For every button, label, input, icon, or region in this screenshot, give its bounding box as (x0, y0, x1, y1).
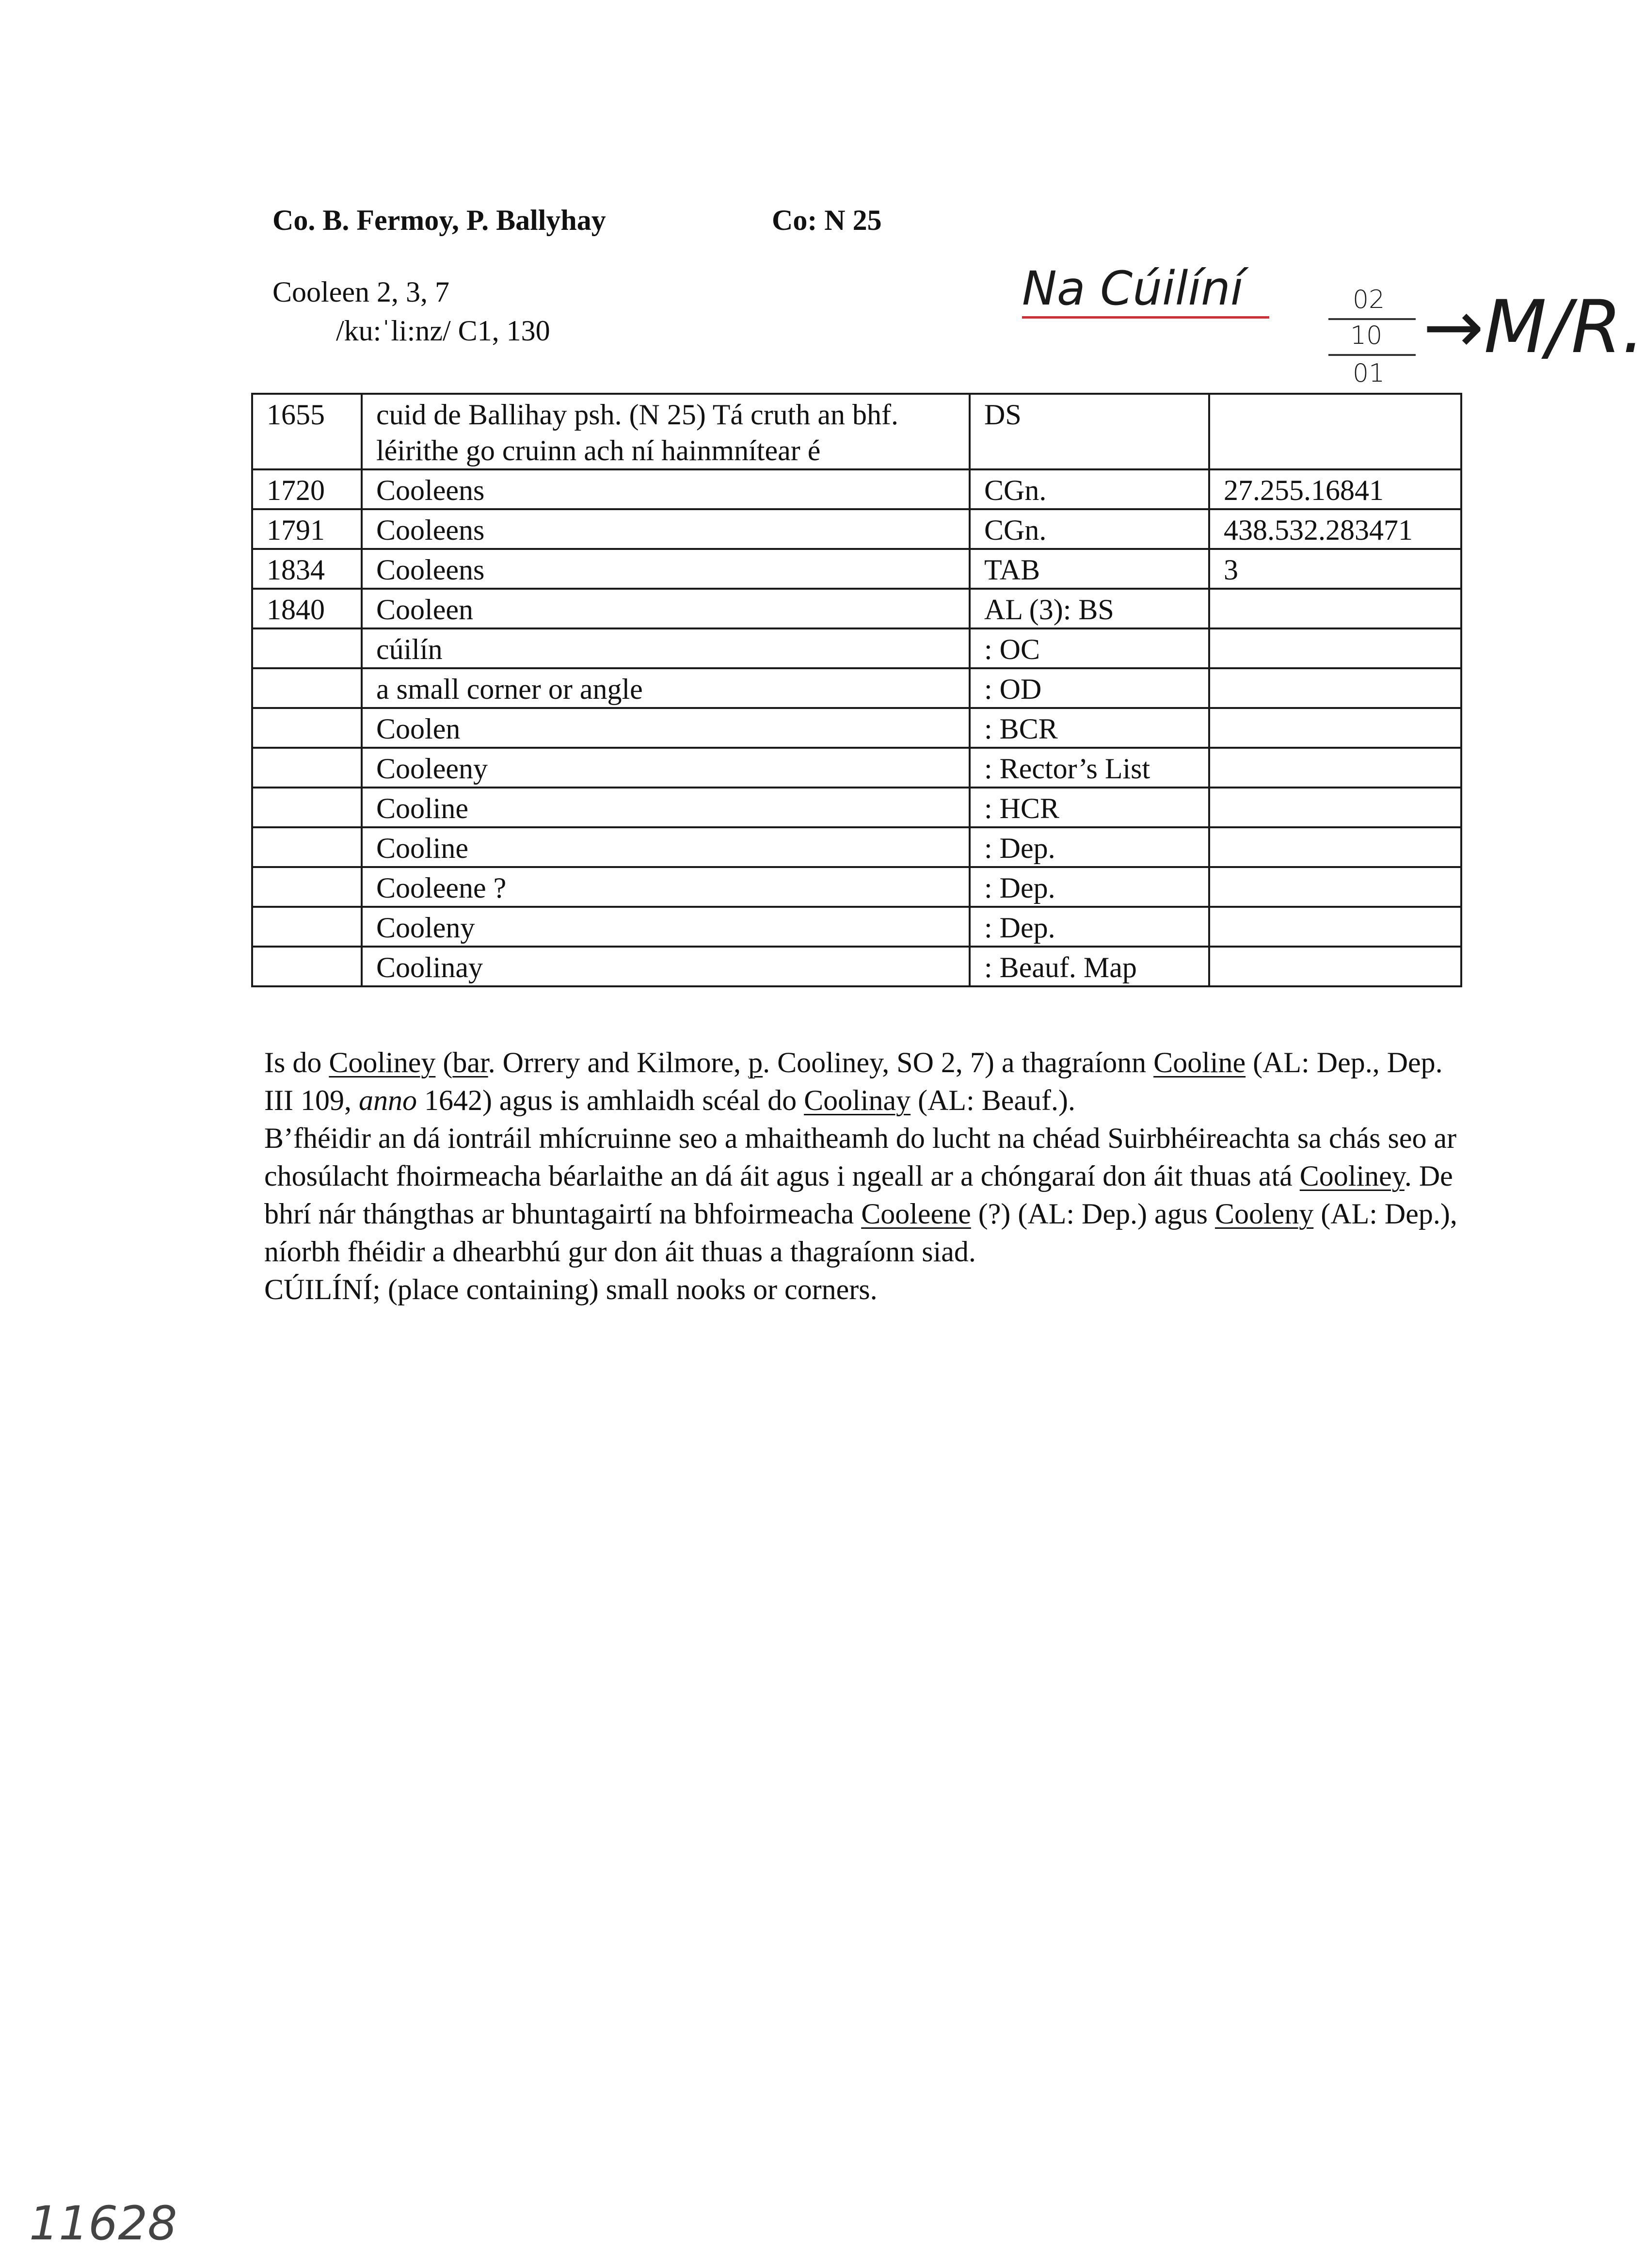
notes-text: . De bhrí nár thángthas ar bhuntagairtí na bhfoirmeacha (264, 1160, 1453, 1230)
cell-source: : Dep. (970, 907, 1209, 947)
derivation-line: CÚILÍNÍ; (place containing) small nooks or corners. (264, 1273, 878, 1305)
cell-source: AL (3): BS (970, 589, 1209, 628)
notes-text: . Orrery and Kilmore, (488, 1046, 749, 1078)
cell-form: Cooleny (362, 907, 970, 947)
cell-year (252, 827, 362, 867)
cell-year (252, 748, 362, 788)
cell-reference (1209, 394, 1461, 469)
date-divider-top (1328, 318, 1416, 320)
cell-reference (1209, 827, 1461, 867)
cell-year (252, 907, 362, 947)
underlined-abbreviation: p (748, 1046, 763, 1078)
table-row (252, 867, 1461, 907)
underlined-abbreviation: bar (452, 1046, 488, 1078)
table-row (252, 827, 1461, 867)
notes-paragraph (264, 1044, 1467, 1308)
handwritten-initials: →M/R. (1423, 285, 1645, 370)
notes-text: B’fhéidir an dá iontráil mhícruinne seo a mhaitheamh do lucht na chéad Suirbhéireachta sa chás seo ar chosúlacht fhoirmeacha béarlaithe an dá áit agus i ngeall ar a chóngaraí don áit thuas atá (264, 1122, 1457, 1192)
cell-form: Cooleens (362, 549, 970, 589)
table-row (252, 549, 1461, 589)
cell-form: Coolinay (362, 947, 970, 986)
cell-year (252, 628, 362, 668)
cell-reference (1209, 788, 1461, 827)
notes-text: (AL: Dep., Dep. III 109, (264, 1046, 1443, 1116)
handwritten-irish-name: Na Cúilíní (1022, 261, 1244, 316)
cell-reference (1209, 907, 1461, 947)
underlined-placename: Coolinay (804, 1084, 911, 1116)
cell-year: 1840 (252, 589, 362, 628)
underlined-placename: Cooliney (329, 1046, 436, 1078)
cell-form: Cooleens (362, 469, 970, 509)
cell-year: 1655 (252, 394, 362, 469)
underlined-placename: Cooleene (861, 1198, 971, 1230)
table-row (252, 708, 1461, 748)
cell-reference (1209, 708, 1461, 748)
cell-source: : Dep. (970, 867, 1209, 907)
pronunciation-line (336, 313, 550, 348)
cell-reference (1209, 947, 1461, 986)
cell-reference (1209, 867, 1461, 907)
table-row (252, 748, 1461, 788)
handwritten-file-number: 11628 (29, 2196, 177, 2251)
cell-year: 1720 (252, 469, 362, 509)
cell-reference (1209, 668, 1461, 708)
cell-year (252, 788, 362, 827)
handwritten-date-year: 01 (1353, 359, 1385, 388)
cell-source: : HCR (970, 788, 1209, 827)
cell-form: Cooleeny (362, 748, 970, 788)
cell-form: cúilín (362, 628, 970, 668)
cell-form: Cooleen (362, 589, 970, 628)
cell-source: TAB (970, 549, 1209, 589)
historical-forms-table (251, 393, 1462, 987)
table-row (252, 394, 1461, 469)
cell-source: : Dep. (970, 827, 1209, 867)
cell-form: Coolen (362, 708, 970, 748)
cell-form: a small corner or angle (362, 668, 970, 708)
underlined-placename: Cooline (1153, 1046, 1246, 1078)
table-row (252, 788, 1461, 827)
notes-text: (AL: Beauf.). (910, 1084, 1075, 1116)
placename (272, 274, 449, 309)
notes-text: 1642) agus is amhlaidh scéal do (416, 1084, 804, 1116)
notes-text: . Cooliney, SO 2, 7) a thagraíonn (763, 1046, 1154, 1078)
cell-source: : Rector’s List (970, 748, 1209, 788)
handwritten-date-day: 02 (1353, 285, 1385, 314)
underlined-placename: Cooleny (1214, 1198, 1314, 1230)
placename-sheet-numbers: 2, 3, 7 (376, 276, 449, 308)
notes-text: (?) (AL: Dep.) agus (971, 1198, 1215, 1230)
table-row (252, 469, 1461, 509)
cell-source: : BCR (970, 708, 1209, 748)
pronunciation: /ku:ˈli:nz/ (336, 315, 451, 347)
underlined-placename: Cooliney (1299, 1160, 1405, 1192)
cell-form: cuid de Ballihay psh. (N 25) Tá cruth an bhf. léirithe go cruinn ach ní hainmnítear é (362, 394, 970, 469)
cell-source: DS (970, 394, 1209, 469)
date-divider-bottom (1328, 354, 1416, 356)
notes-text: (AL: Dep.), níorbh fhéidir a dhearbhú gur don áit thuas a thagraíonn siad. (264, 1198, 1457, 1268)
table-row (252, 907, 1461, 947)
handwritten-date-month: 10 (1350, 321, 1383, 350)
cell-year: 1791 (252, 509, 362, 549)
cell-reference (1209, 748, 1461, 788)
table-row (252, 509, 1461, 549)
table-row (252, 668, 1461, 708)
cell-reference: 438.532.283471 (1209, 509, 1461, 549)
cell-reference: 3 (1209, 549, 1461, 589)
cell-reference: 27.255.16841 (1209, 469, 1461, 509)
cell-source: CGn. (970, 469, 1209, 509)
cell-form: Cooleens (362, 509, 970, 549)
header-parish: Co. B. Fermoy, P. Ballyhay (272, 204, 606, 236)
placename-name: Cooleen (272, 276, 369, 308)
cell-reference (1209, 589, 1461, 628)
notes-text: Is do (264, 1046, 329, 1078)
table-row (252, 589, 1461, 628)
cell-year (252, 668, 362, 708)
cell-year (252, 947, 362, 986)
cell-year (252, 867, 362, 907)
cell-source: CGn. (970, 509, 1209, 549)
cell-year: 1834 (252, 549, 362, 589)
pronunciation-reference: C1, 130 (458, 315, 550, 347)
cell-form: Cooline (362, 827, 970, 867)
cell-reference (1209, 628, 1461, 668)
table-row (252, 628, 1461, 668)
table-row (252, 947, 1461, 986)
cell-source: : OD (970, 668, 1209, 708)
cell-form: Cooline (362, 788, 970, 827)
notes-text: ( (435, 1046, 453, 1078)
cell-source: : Beauf. Map (970, 947, 1209, 986)
cell-source: : OC (970, 628, 1209, 668)
header-code: Co: N 25 (772, 204, 882, 236)
cell-form: Cooleene ? (362, 867, 970, 907)
cell-year (252, 708, 362, 748)
italic-term: anno (358, 1084, 417, 1116)
red-underline (1022, 316, 1269, 319)
